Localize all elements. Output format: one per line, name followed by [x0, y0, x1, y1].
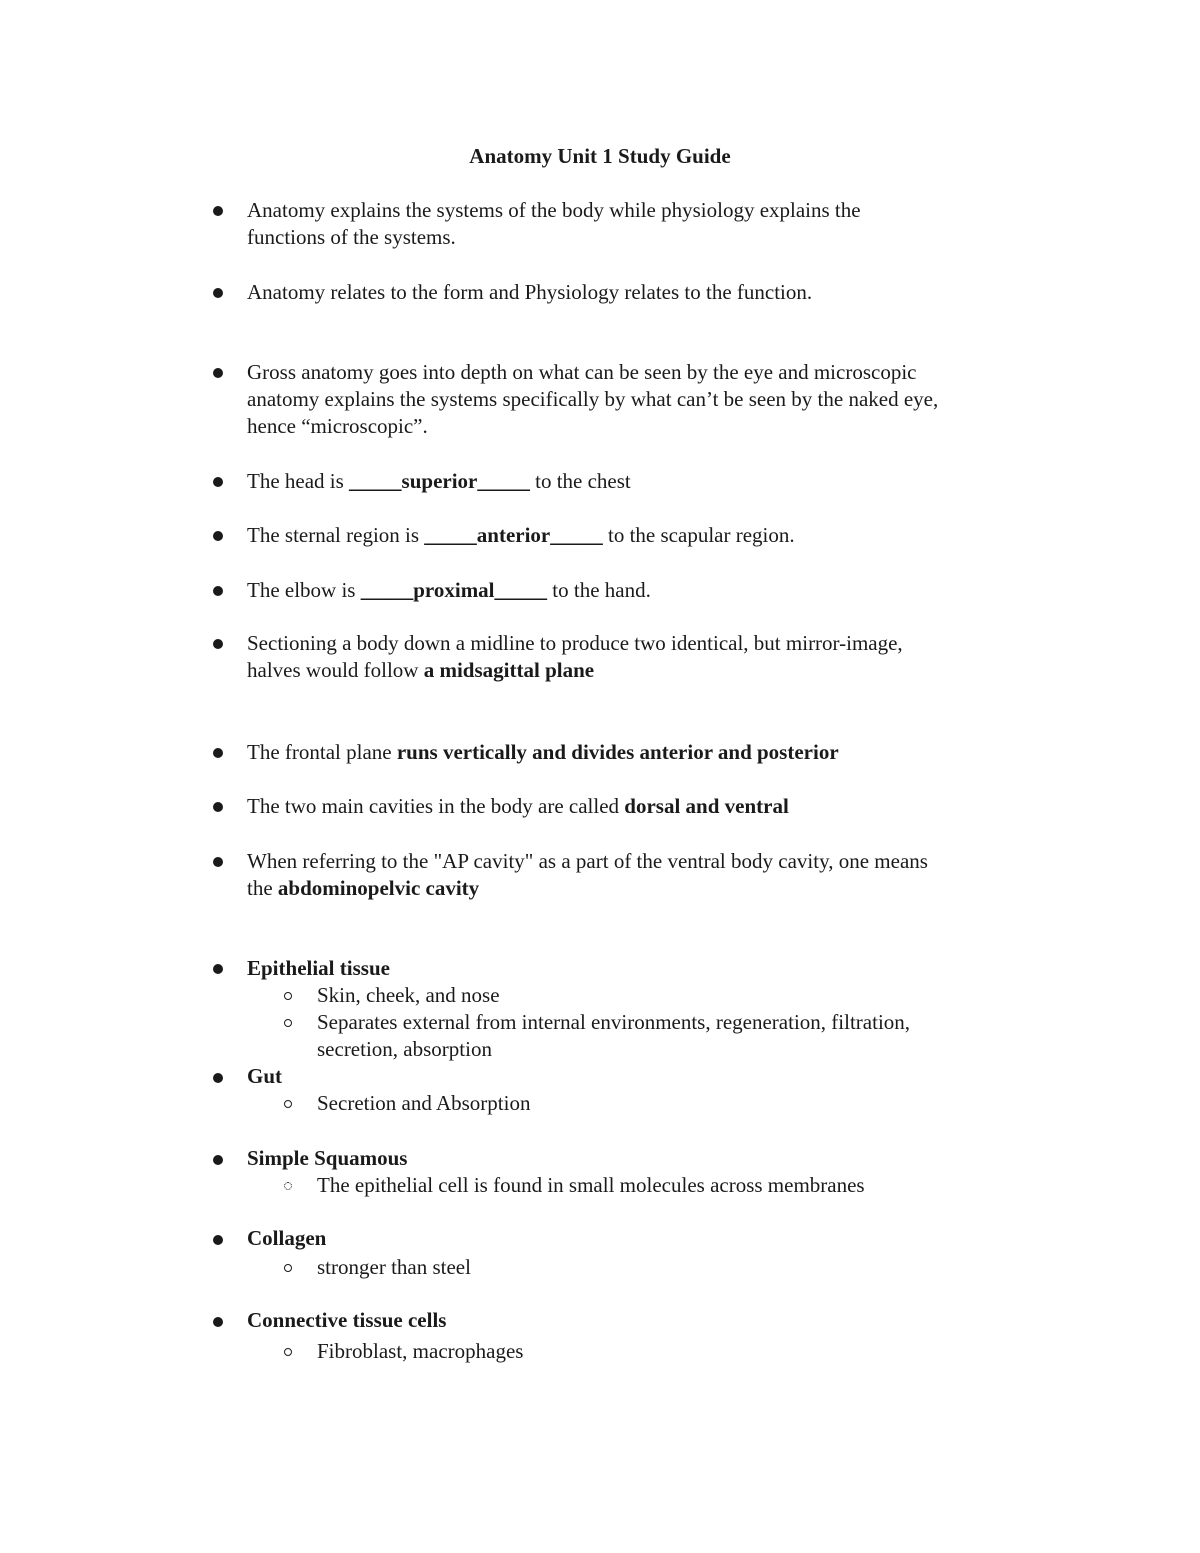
list-item [247, 359, 1047, 440]
sub-bullet-icon [284, 1100, 292, 1108]
bullet-icon [213, 1235, 223, 1245]
list-item [247, 955, 1047, 982]
sub-list-item [317, 1009, 1037, 1063]
item-text: Gross anatomy goes into depth on what can be seen by the eye and microscopic [247, 360, 917, 384]
bullet-icon [213, 1155, 223, 1165]
sub-bullet-icon [284, 1019, 292, 1027]
bullet-icon [213, 531, 223, 541]
sub-list-item [317, 1172, 1037, 1199]
item-text: When referring to the "AP cavity" as a part of the ventral body cavity, one means [247, 849, 928, 873]
item-text: anatomy explains the systems specifically by what can’t be seen by the naked eye, [247, 387, 939, 411]
bullet-icon [213, 1317, 223, 1327]
list-item [247, 630, 1047, 684]
page-title: Anatomy Unit 1 Study Guide [469, 144, 731, 168]
answer-text: dorsal and ventral [624, 794, 789, 818]
sub-item-text: Fibroblast, macrophages [317, 1339, 524, 1363]
item-text: The two main cavities in the body are called [247, 794, 625, 818]
bullet-icon [213, 368, 223, 378]
item-text: hence “microscopic”. [247, 414, 428, 438]
item-text: The head is [247, 469, 350, 493]
item-text: functions of the systems. [247, 225, 456, 249]
list-item [247, 848, 1047, 902]
answer-text: a midsagittal plane [423, 658, 595, 682]
list-item [247, 468, 1047, 495]
list-item [247, 577, 1047, 604]
list-item [247, 1307, 1047, 1334]
list-item [247, 522, 1047, 549]
bullet-icon [213, 639, 223, 649]
bullet-icon [213, 964, 223, 974]
answer-text: _____proximal_____ [360, 578, 548, 602]
sub-item-text: Separates external from internal environments, regeneration, filtration, [317, 1010, 911, 1034]
item-text: to the hand. [547, 578, 651, 602]
list-item [247, 197, 1047, 251]
item-text: the [247, 876, 278, 900]
item-text: Sectioning a body down a midline to produce two identical, but mirror-image, [247, 631, 903, 655]
list-item [247, 1225, 1047, 1252]
sub-item-text: The epithelial cell is found in small molecules across membranes [317, 1173, 865, 1197]
sub-list-item [317, 1254, 1037, 1281]
answer-text: _____anterior_____ [424, 523, 603, 547]
sub-item-text: Skin, cheek, and nose [317, 983, 500, 1007]
item-text: The frontal plane [247, 740, 397, 764]
item-heading: Epithelial tissue [247, 956, 390, 980]
list-item [247, 1063, 1047, 1090]
bullet-icon [213, 857, 223, 867]
item-text: Anatomy relates to the form and Physiology relates to the function. [247, 280, 813, 304]
item-text: The sternal region is [247, 523, 425, 547]
bullet-icon [213, 206, 223, 216]
bullet-icon [213, 477, 223, 487]
sub-bullet-icon [284, 1348, 292, 1356]
bullet-icon [213, 802, 223, 812]
answer-text: runs vertically and divides anterior and posterior [396, 740, 839, 764]
sub-list-item [317, 982, 1037, 1009]
sub-list-item [317, 1338, 1037, 1365]
list-item [247, 279, 1047, 306]
bullet-icon [213, 288, 223, 298]
item-text: The elbow is [247, 578, 361, 602]
item-heading: Simple Squamous [247, 1146, 408, 1170]
item-text: to the scapular region. [602, 523, 795, 547]
item-text: to the chest [529, 469, 631, 493]
list-item [247, 1145, 1047, 1172]
sub-item-text: stronger than steel [317, 1255, 471, 1279]
sub-bullet-icon [284, 1182, 292, 1190]
item-text: halves would follow [247, 658, 424, 682]
sub-bullet-icon [284, 992, 292, 1000]
list-item [247, 739, 1047, 766]
sub-bullet-icon [284, 1264, 292, 1272]
item-heading: Collagen [247, 1226, 327, 1250]
sub-item-text: secretion, absorption [317, 1037, 492, 1061]
sub-item-text: Secretion and Absorption [317, 1091, 531, 1115]
bullet-icon [213, 748, 223, 758]
answer-text: _____superior_____ [349, 469, 530, 493]
sub-list-item [317, 1090, 1037, 1117]
bullet-icon [213, 1073, 223, 1083]
item-heading: Connective tissue cells [247, 1308, 447, 1332]
item-heading: Gut [247, 1064, 283, 1088]
bullet-icon [213, 586, 223, 596]
answer-text: abdominopelvic cavity [277, 876, 480, 900]
list-item [247, 793, 1047, 820]
item-text: Anatomy explains the systems of the body while physiology explains the [247, 198, 861, 222]
